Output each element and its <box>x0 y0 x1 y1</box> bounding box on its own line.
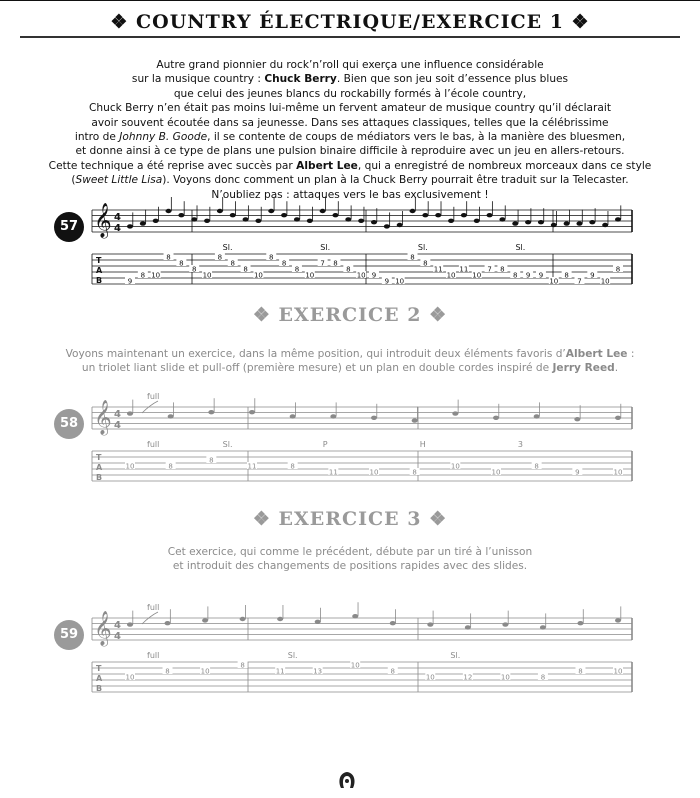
music-example-58 <box>0 385 700 495</box>
tab-fret-number: 8 <box>217 253 223 262</box>
example-number-badge: 58 <box>54 409 84 439</box>
tab-fret-number: 8 <box>390 667 396 676</box>
description-text: . <box>614 362 619 375</box>
tab-fret-number: 10 <box>356 271 366 280</box>
tab-fret-number: 10 <box>425 673 435 682</box>
note-head <box>294 217 300 221</box>
intro-line <box>40 87 660 101</box>
note-head <box>448 219 454 223</box>
note-head <box>397 223 403 227</box>
technique-marking: H <box>419 440 426 449</box>
tab-fret-number: 9 <box>384 277 390 286</box>
tab-fret-number: 10 <box>613 468 623 477</box>
note-head <box>410 209 416 213</box>
tab-fret-number: 7 <box>487 265 492 274</box>
tab-fret-number: 10 <box>125 673 135 682</box>
note-head <box>589 220 595 224</box>
note-head <box>290 414 296 418</box>
tab-fret-number: 9 <box>590 271 595 280</box>
note-head <box>487 213 493 217</box>
tab-fret-number: 8 <box>269 253 274 262</box>
description-text: Cet exercice, qui comme le précédent, débute par un tiré à l’unisson <box>167 546 533 558</box>
tab-letter: T <box>96 664 102 673</box>
tab-fret-number: 10 <box>350 661 360 670</box>
tab-fret-number: 7 <box>320 259 325 268</box>
note-head <box>315 620 321 624</box>
tab-letter: A <box>96 266 103 275</box>
tab-letter: A <box>96 463 103 472</box>
title-underline <box>20 36 680 38</box>
note-head <box>412 418 418 422</box>
tab-fret-number: 8 <box>166 253 171 262</box>
tab-fret-number: 11 <box>328 468 338 477</box>
note-head <box>461 213 467 217</box>
note-head <box>230 213 236 217</box>
tab-fret-number: 8 <box>240 661 245 670</box>
time-signature-bottom: 4 <box>114 420 121 431</box>
tab-fret-number: 8 <box>179 259 184 268</box>
tab-fret-number: 8 <box>540 673 546 682</box>
tab-fret-number: 8 <box>294 265 300 274</box>
tab-fret-number: 8 <box>168 462 173 471</box>
time-signature-top: 4 <box>114 620 121 631</box>
technique-marking: Sl. <box>222 243 233 252</box>
note-head <box>208 410 214 414</box>
tab-fret-number: 8 <box>165 667 170 676</box>
note-head <box>268 209 274 213</box>
note-head <box>564 221 570 225</box>
note-head <box>352 614 358 618</box>
section-title-exercice-3: ❖ EXERCICE 3 ❖ <box>252 508 448 530</box>
section-title-exercice-1: ❖ COUNTRY ÉLECTRIQUE/EXERCICE 1 ❖ <box>110 11 590 33</box>
tab-fret-number: 11 <box>247 462 257 471</box>
description-text: un triolet liant slide et pull-off (première mesure) et un plan en double cordes inspiré de <box>81 362 553 375</box>
note-head <box>615 618 621 622</box>
technique-marking: Sl. <box>320 243 331 252</box>
tab-fret-number: 7 <box>577 277 582 286</box>
description-text: et introduit des changements de positions rapides avec des slides. <box>172 560 528 573</box>
note-head <box>512 221 518 225</box>
tab-fret-number: 10 <box>202 271 212 280</box>
note-head <box>255 219 261 223</box>
tab-fret-number: 10 <box>472 271 482 280</box>
note-head <box>577 621 583 625</box>
note-head <box>127 411 133 415</box>
intro-text: . Bien que son jeu soit d’essence plus blues <box>336 73 569 86</box>
song-title: Johnny B. Goode <box>119 131 208 144</box>
description-text: Voyons maintenant un exercice, dans la même position, qui introduit deux éléments favoris d’ <box>65 348 566 360</box>
technique-marking: P <box>322 440 328 449</box>
note-head <box>422 213 428 217</box>
note-head <box>615 217 621 221</box>
bend-label: full <box>147 392 160 401</box>
technique-marking: Sl. <box>417 243 428 252</box>
intro-line <box>40 173 660 187</box>
tab-fret-number: 13 <box>313 667 323 676</box>
intro-line <box>40 72 660 86</box>
intro-text: , il se contente de coups de médiators vers le bas, à la manière des bluesmen, <box>207 131 626 144</box>
tab-letter: T <box>96 453 102 462</box>
note-head <box>217 209 223 213</box>
intro-text: que celui des jeunes blancs du rockabilly formés à l’école country, <box>173 87 527 100</box>
intro-line <box>40 159 660 173</box>
tab-fret-number: 8 <box>423 259 428 268</box>
tab-fret-number: 8 <box>230 259 235 268</box>
technique-marking: Sl. <box>515 243 526 252</box>
tab-letter: T <box>96 256 102 265</box>
intro-line <box>40 58 660 72</box>
note-head <box>540 625 546 629</box>
tab-fret-number: 8 <box>209 456 214 465</box>
note-head <box>452 411 458 415</box>
note-head <box>140 221 146 225</box>
artist-name: Albert Lee <box>296 159 358 172</box>
intro-text: sur la musique country : <box>131 73 265 86</box>
tab-fret-number: 12 <box>463 673 473 682</box>
tab-letter: B <box>96 276 103 285</box>
intro-text: avoir souvent écoutée dans sa jeunesse. Dans ses attaques classiques, telles que la célébrissime <box>91 116 609 129</box>
note-head <box>493 416 499 420</box>
note-head <box>191 217 197 221</box>
tab-fret-number: 8 <box>615 265 621 274</box>
note-head <box>574 417 580 421</box>
song-title: Sweet Little Lisa <box>75 174 163 187</box>
note-head <box>153 219 159 223</box>
bend-label: full <box>147 603 160 612</box>
treble-clef-icon: 𝄞 <box>94 611 112 646</box>
note-head <box>435 213 441 217</box>
intro-line <box>40 130 660 144</box>
intro-text: Chuck Berry n’en était pas moins lui-même un fervent amateur de musique country qu’il déclarait <box>89 102 611 115</box>
note-head <box>576 221 582 225</box>
tab-fret-number: 8 <box>534 462 539 471</box>
intro-text: ). Voyons donc comment un plan à la Chuck Berry pourrait être traduit sur la Telecaster. <box>162 174 629 187</box>
note-head <box>551 223 557 227</box>
time-signature-top: 4 <box>114 409 121 420</box>
tab-fret-number: 9 <box>371 271 377 280</box>
intro-text: intro de <box>74 131 120 144</box>
note-head <box>178 213 184 217</box>
note-head <box>127 224 133 228</box>
note-head <box>602 223 608 227</box>
exercise-3-description <box>40 545 660 574</box>
note-head <box>499 217 505 221</box>
tab-fret-number: 10 <box>549 277 559 286</box>
tab-fret-number: 10 <box>200 667 210 676</box>
note-head <box>474 219 480 223</box>
tab-fret-number: 10 <box>369 468 379 477</box>
tab-fret-number: 10 <box>125 462 135 471</box>
tab-fret-number: 9 <box>127 277 133 286</box>
intro-text: et donne ainsi à ce type de plans une pulsion binaire difficile à reproduire avec un jeu en allers-retours. <box>75 145 625 158</box>
intro-line <box>40 101 660 115</box>
horseshoe-logo-icon <box>338 770 356 790</box>
tab-fret-number: 8 <box>243 265 248 274</box>
technique-marking: Sl. <box>222 440 233 449</box>
tab-letter: A <box>96 674 103 683</box>
intro-line <box>40 116 660 130</box>
artist-name: Jerry Reed <box>552 362 615 375</box>
note-head <box>332 213 338 217</box>
tab-fret-number: 10 <box>395 277 405 286</box>
time-signature-bottom: 4 <box>114 631 121 642</box>
tab-fret-number: 10 <box>446 271 456 280</box>
technique-marking: Sl. <box>287 651 298 660</box>
description-text: : <box>627 348 635 360</box>
intro-text: , qui a enregistré de nombreux morceaux dans ce style <box>357 159 652 172</box>
tab-letter: B <box>96 473 103 482</box>
tab-fret-number: 8 <box>500 265 505 274</box>
intro-paragraph <box>40 58 660 202</box>
intro-text: Autre grand pionnier du rock’n’roll qui exerça une influence considérable <box>156 59 544 71</box>
example-number-badge: 59 <box>54 620 84 650</box>
note-head <box>330 414 336 418</box>
note-head <box>384 224 390 228</box>
tab-fret-number: 10 <box>613 667 623 676</box>
tab-fret-number: 10 <box>253 271 263 280</box>
tab-fret-number: 8 <box>410 253 415 262</box>
music-example-59 <box>0 596 700 706</box>
artist-name: Chuck Berry <box>264 73 337 86</box>
tab-fret-number: 10 <box>450 462 460 471</box>
note-head <box>166 209 172 213</box>
note-head <box>307 219 313 223</box>
tab-fret-number: 9 <box>525 271 531 280</box>
tab-fret-number: 8 <box>140 271 146 280</box>
note-head <box>538 220 544 224</box>
note-head <box>240 617 246 621</box>
tab-fret-number: 11 <box>459 265 469 274</box>
note-head <box>390 621 396 625</box>
note-head <box>127 622 133 626</box>
intro-text: N’oubliez pas : attaques vers le bas exclusivement ! <box>211 188 489 201</box>
artist-name: Albert Lee <box>565 348 628 360</box>
exercise-2-description <box>40 347 660 376</box>
treble-clef-icon: 𝄞 <box>94 203 112 238</box>
treble-clef-icon: 𝄞 <box>94 400 112 435</box>
note-head <box>249 410 255 414</box>
tab-fret-number: 8 <box>578 667 583 676</box>
tab-letter: B <box>96 684 103 693</box>
note-head <box>502 622 508 626</box>
example-number-badge: 57 <box>54 212 84 242</box>
technique-marking: 3 <box>517 440 523 449</box>
tab-fret-number: 8 <box>412 468 417 477</box>
note-head <box>371 220 377 224</box>
music-example-57 <box>0 188 700 298</box>
note-head <box>204 219 210 223</box>
technique-marking: Sl. <box>450 651 461 660</box>
tab-fret-number: 8 <box>333 259 338 268</box>
tab-fret-number: 9 <box>575 468 580 477</box>
time-signature-top: 4 <box>114 212 121 223</box>
tab-fret-number: 10 <box>151 271 161 280</box>
tab-fret-number: 8 <box>290 462 295 471</box>
note-head <box>371 416 377 420</box>
tab-fret-number: 8 <box>513 271 518 280</box>
note-head <box>615 416 621 420</box>
note-head <box>534 414 540 418</box>
tab-fret-number: 10 <box>500 673 510 682</box>
note-head <box>345 217 351 221</box>
tab-fret-number: 11 <box>433 265 443 274</box>
bend-label: full <box>147 651 160 660</box>
intro-text: Cette technique a été reprise avec succès par <box>48 159 297 172</box>
intro-text: ( <box>71 174 76 187</box>
note-head <box>168 414 174 418</box>
tab-fret-number: 10 <box>491 468 501 477</box>
note-head <box>320 209 326 213</box>
note-head <box>358 219 364 223</box>
top-rule <box>0 0 700 1</box>
tab-fret-number: 10 <box>305 271 315 280</box>
tab-fret-number: 11 <box>275 667 285 676</box>
intro-line <box>40 144 660 158</box>
note-head <box>165 621 171 625</box>
note-head <box>465 625 471 629</box>
time-signature-bottom: 4 <box>114 223 121 234</box>
tab-fret-number: 8 <box>564 271 569 280</box>
section-title-exercice-2: ❖ EXERCICE 2 ❖ <box>252 304 448 326</box>
note-head <box>427 622 433 626</box>
tab-fret-number: 8 <box>346 265 351 274</box>
tab-fret-number: 8 <box>191 265 197 274</box>
tab-fret-number: 9 <box>538 271 544 280</box>
tab-fret-number: 10 <box>600 277 610 286</box>
note-head <box>277 617 283 621</box>
note-head <box>243 217 249 221</box>
note-head <box>202 618 208 622</box>
note-head <box>281 213 287 217</box>
bend-label: full <box>147 440 160 449</box>
tab-fret-number: 8 <box>281 259 287 268</box>
note-head <box>525 220 531 224</box>
